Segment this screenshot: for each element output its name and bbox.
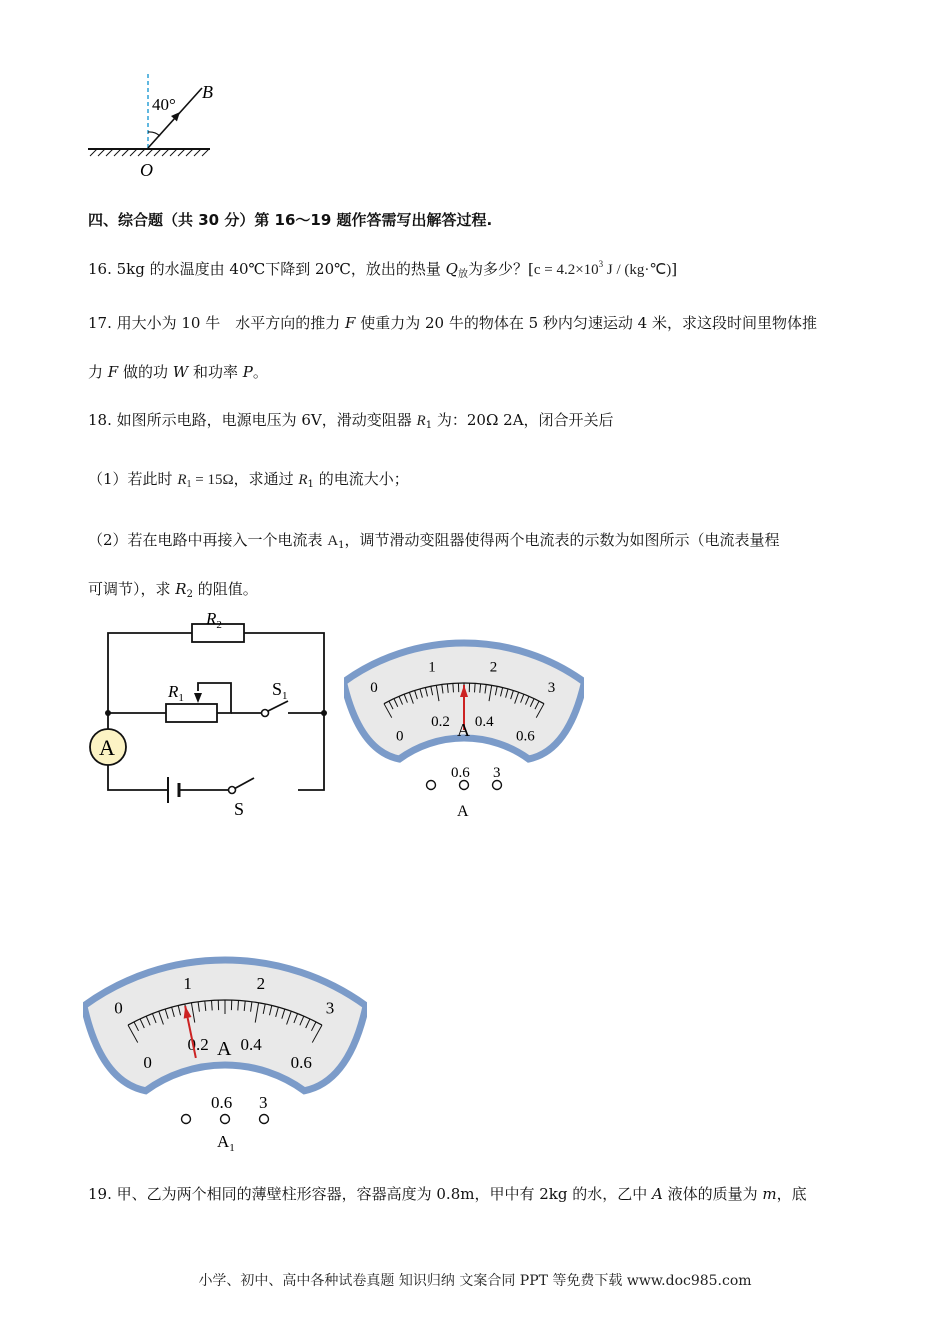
question-19: 19. 甲、乙为两个相同的薄壁柱形容器，容器高度为 0.8m，甲中有 2kg 的水，乙中 A 液体的质量为 m，底 — [88, 1185, 807, 1203]
terminal-label: 0.6 — [451, 765, 470, 781]
s1-label: $S_1$ — [272, 679, 288, 702]
meter-terminals — [427, 765, 502, 790]
switch-s1-pivot — [262, 710, 269, 717]
r2-label: $R_2$ — [206, 609, 222, 631]
page-footer: 小学、初中、高中各种试卷真题 知识归纳 文案合同 PPT 等免费下载 www.doc985.com — [198, 1273, 752, 1289]
scale-tick — [453, 683, 454, 692]
upper-scale-label: 0 — [370, 679, 378, 696]
lower-scale-label: 0.2 — [431, 713, 450, 730]
circuit-diagram — [84, 605, 344, 820]
question-17-line2: 力 F 做的功 W 和功率 P。 — [88, 363, 268, 381]
lower-scale-label: 0.6 — [290, 1052, 312, 1072]
p-symbol: P — [242, 363, 253, 381]
r1-value-formula: $R_1 = 15\Omega$ — [177, 472, 234, 490]
upper-scale-label: 2 — [489, 659, 498, 676]
switch-s-pivot — [229, 787, 236, 794]
switch-s1-blade — [268, 701, 288, 711]
meter-terminals — [182, 1093, 269, 1124]
upper-scale-label: 3 — [325, 998, 335, 1018]
lower-scale-label: 0.6 — [516, 728, 535, 745]
q16-text-b: 为多少？[ — [467, 260, 534, 278]
lower-scale-label: 0.4 — [474, 713, 494, 730]
terminal-label: 3 — [259, 1093, 268, 1112]
upper-scale-label: 1 — [428, 659, 436, 676]
junction-left — [105, 710, 111, 716]
r1-symbol: R — [416, 413, 426, 429]
question-18-part2-line2: 可调节），求 $R_2$ 的阻值。 — [88, 580, 258, 600]
ammeter-a1-dial — [83, 940, 367, 1155]
terminal-post — [460, 781, 469, 790]
meter-rim — [84, 960, 366, 1091]
meter-unit-label: A — [217, 1038, 232, 1060]
angle-label: 40° — [152, 95, 176, 114]
section-heading: 四、综合题（共 30 分）第 16～19 题作答需写出解答过程. — [88, 211, 493, 229]
angle-figure — [84, 70, 224, 182]
junction-right — [321, 710, 327, 716]
question-16 — [88, 254, 677, 285]
upper-scale-label: 3 — [547, 679, 556, 696]
r1-label: $R_1$ — [168, 682, 184, 704]
terminal-label: 3 — [493, 765, 501, 781]
specific-heat-formula: $c = 4.2\times 10^3$ J / (kg·℃) — [533, 259, 672, 278]
q-subscript: 放 — [457, 269, 468, 280]
upper-scale-label: 0 — [114, 998, 123, 1018]
ammeter-a-dial — [344, 618, 584, 823]
q-symbol: Q — [445, 260, 458, 278]
a1-symbol: A — [327, 533, 339, 549]
angle-arc — [148, 132, 160, 136]
a-symbol: A — [652, 1185, 663, 1203]
terminal-post — [182, 1115, 191, 1124]
m-symbol: m — [762, 1185, 777, 1203]
scale-tick — [475, 683, 476, 692]
lower-scale-label: 0 — [395, 728, 404, 745]
lower-scale-label: 0.2 — [187, 1035, 209, 1055]
terminal-post — [221, 1115, 230, 1124]
terminal-post — [260, 1115, 269, 1124]
s-label: S — [234, 799, 245, 819]
question-18: 18. 如图所示电路，电源电压为 6V，滑动变阻器 $R_1$ 为：20Ω 2A，闭合开关后 — [88, 411, 614, 431]
terminal-post — [493, 781, 502, 790]
w-symbol: W — [172, 363, 189, 381]
point-b-label: B — [202, 82, 213, 102]
scale-tick — [238, 1000, 239, 1010]
terminal-label: 0.6 — [211, 1093, 233, 1112]
surface-hatching — [90, 149, 209, 156]
meter-unit-label: A — [457, 720, 470, 740]
question-18-part2: （2）若在电路中再接入一个电流表 $A_1$，调节滑动变阻器使得两个电流表的示数为如图所示（电流表量程 — [88, 531, 780, 551]
q16-end: ] — [671, 260, 678, 278]
meter-name-label: $A_1$ — [217, 1132, 235, 1154]
slider-arrow-icon — [194, 693, 202, 703]
point-o-label: O — [140, 160, 153, 180]
question-18-part1: （1）若此时 $R_1 = 15\Omega$，求通过 $R_1$ 的电流大小； — [88, 470, 409, 490]
upper-scale-label: 1 — [183, 974, 192, 994]
ammeter-label: A — [99, 735, 115, 760]
meter-name-label: A — [457, 803, 469, 820]
q16-text: 16. 5kg 的水温度由 40℃下降到 20℃，放出的热量 — [88, 260, 446, 278]
scale-tick — [212, 1000, 213, 1010]
question-17-line1: 17. 用大小为 10 牛 水平方向的推力 F 使重力为 20 牛的物体在 5 秒内匀速运动 4 米，求这段时间里物体推 — [88, 314, 817, 332]
upper-scale-label: 2 — [256, 974, 266, 994]
rheostat-r1 — [166, 704, 217, 722]
terminal-post — [427, 781, 436, 790]
lower-scale-label: 0.4 — [240, 1035, 262, 1055]
lower-scale-label: 0 — [143, 1052, 152, 1072]
f-symbol: F — [345, 314, 356, 332]
